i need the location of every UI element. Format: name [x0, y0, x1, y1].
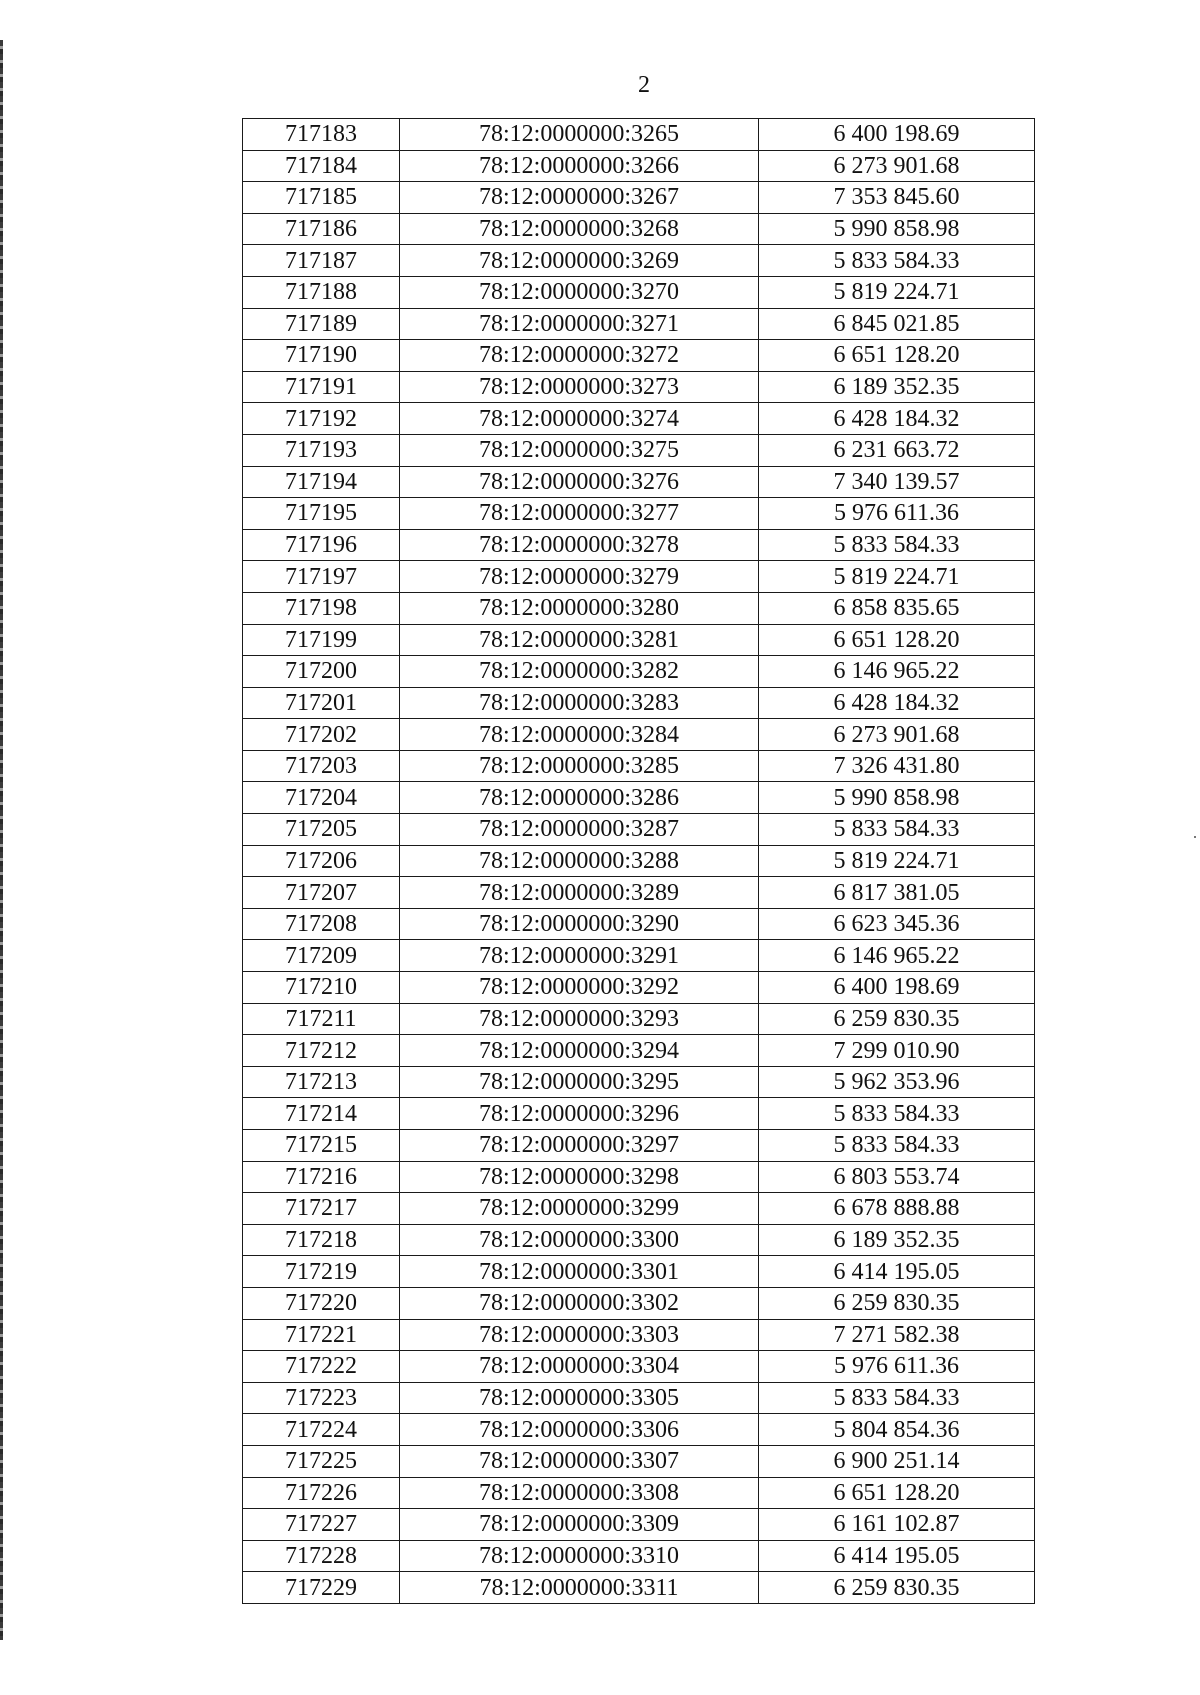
row-id-cell: 717216	[243, 1161, 400, 1193]
cadastral-number-cell: 78:12:0000000:3291	[400, 940, 759, 972]
row-id-cell: 717204	[243, 782, 400, 814]
cadastral-number-cell: 78:12:0000000:3295	[400, 1066, 759, 1098]
cadastral-number-cell: 78:12:0000000:3271	[400, 308, 759, 340]
cadastral-number-cell: 78:12:0000000:3292	[400, 972, 759, 1004]
table-row	[243, 1193, 1035, 1225]
row-id-cell: 717219	[243, 1256, 400, 1288]
cadastral-number-cell: 78:12:0000000:3284	[400, 719, 759, 751]
row-id-cell: 717226	[243, 1477, 400, 1509]
value-cell: 5 976 611.36	[759, 498, 1035, 530]
value-cell: 6 414 195.05	[759, 1540, 1035, 1572]
cadastral-number-cell: 78:12:0000000:3279	[400, 561, 759, 593]
table-row	[243, 1035, 1035, 1067]
row-id-cell: 717209	[243, 940, 400, 972]
cadastral-number-cell: 78:12:0000000:3302	[400, 1287, 759, 1319]
cadastral-number-cell: 78:12:0000000:3296	[400, 1098, 759, 1130]
table-row	[243, 1414, 1035, 1446]
value-cell: 5 990 858.98	[759, 782, 1035, 814]
value-cell: 5 990 858.98	[759, 213, 1035, 245]
table-row	[243, 340, 1035, 372]
row-id-cell: 717222	[243, 1351, 400, 1383]
table-row	[243, 434, 1035, 466]
page-number: 2	[638, 72, 650, 98]
row-id-cell: 717228	[243, 1540, 400, 1572]
table-row	[243, 1351, 1035, 1383]
row-id-cell: 717186	[243, 213, 400, 245]
table-row	[243, 561, 1035, 593]
table-row	[243, 1130, 1035, 1162]
value-cell: 5 804 854.36	[759, 1414, 1035, 1446]
table-row	[243, 1224, 1035, 1256]
table-row	[243, 1161, 1035, 1193]
cadastral-number-cell: 78:12:0000000:3270	[400, 276, 759, 308]
value-cell: 6 259 830.35	[759, 1003, 1035, 1035]
cadastral-number-cell: 78:12:0000000:3277	[400, 498, 759, 530]
table-row	[243, 182, 1035, 214]
value-cell: 6 428 184.32	[759, 687, 1035, 719]
value-cell: 6 161 102.87	[759, 1509, 1035, 1541]
row-id-cell: 717214	[243, 1098, 400, 1130]
table-row	[243, 308, 1035, 340]
cadastral-number-cell: 78:12:0000000:3285	[400, 750, 759, 782]
cadastral-number-cell: 78:12:0000000:3281	[400, 624, 759, 656]
cadastral-number-cell: 78:12:0000000:3306	[400, 1414, 759, 1446]
row-id-cell: 717193	[243, 434, 400, 466]
cadastral-number-cell: 78:12:0000000:3265	[400, 119, 759, 151]
table-row	[243, 371, 1035, 403]
cadastral-number-cell: 78:12:0000000:3269	[400, 245, 759, 277]
value-cell: 6 273 901.68	[759, 150, 1035, 182]
table-row	[243, 1382, 1035, 1414]
row-id-cell: 717215	[243, 1130, 400, 1162]
cadastral-number-cell: 78:12:0000000:3309	[400, 1509, 759, 1541]
row-id-cell: 717197	[243, 561, 400, 593]
table-row	[243, 814, 1035, 846]
cadastral-number-cell: 78:12:0000000:3297	[400, 1130, 759, 1162]
table-body	[243, 119, 1035, 1604]
row-id-cell: 717220	[243, 1287, 400, 1319]
cadastral-number-cell: 78:12:0000000:3274	[400, 403, 759, 435]
cadastral-number-cell: 78:12:0000000:3286	[400, 782, 759, 814]
row-id-cell: 717199	[243, 624, 400, 656]
cadastral-number-cell: 78:12:0000000:3268	[400, 213, 759, 245]
table-row	[243, 845, 1035, 877]
table-row	[243, 1445, 1035, 1477]
row-id-cell: 717201	[243, 687, 400, 719]
table-row	[243, 498, 1035, 530]
value-cell: 6 146 965.22	[759, 940, 1035, 972]
row-id-cell: 717203	[243, 750, 400, 782]
scan-speck	[1194, 836, 1196, 838]
table-row	[243, 592, 1035, 624]
row-id-cell: 717227	[243, 1509, 400, 1541]
table-row	[243, 1287, 1035, 1319]
cadastral-number-cell: 78:12:0000000:3287	[400, 814, 759, 846]
row-id-cell: 717190	[243, 340, 400, 372]
value-cell: 7 271 582.38	[759, 1319, 1035, 1351]
value-cell: 6 428 184.32	[759, 403, 1035, 435]
value-cell: 6 817 381.05	[759, 877, 1035, 909]
cadastral-number-cell: 78:12:0000000:3294	[400, 1035, 759, 1067]
table-row	[243, 719, 1035, 751]
value-cell: 6 900 251.14	[759, 1445, 1035, 1477]
cadastral-number-cell: 78:12:0000000:3280	[400, 592, 759, 624]
table-row	[243, 782, 1035, 814]
table-row	[243, 403, 1035, 435]
row-id-cell: 717207	[243, 877, 400, 909]
table-row	[243, 150, 1035, 182]
cadastral-number-cell: 78:12:0000000:3278	[400, 529, 759, 561]
table-row	[243, 940, 1035, 972]
table-row	[243, 1256, 1035, 1288]
value-cell: 5 819 224.71	[759, 561, 1035, 593]
cadastral-number-cell: 78:12:0000000:3301	[400, 1256, 759, 1288]
value-cell: 7 353 845.60	[759, 182, 1035, 214]
value-cell: 6 400 198.69	[759, 119, 1035, 151]
value-cell: 6 623 345.36	[759, 908, 1035, 940]
value-cell: 6 845 021.85	[759, 308, 1035, 340]
table-row	[243, 908, 1035, 940]
table-row	[243, 750, 1035, 782]
value-cell: 6 400 198.69	[759, 972, 1035, 1004]
row-id-cell: 717202	[243, 719, 400, 751]
row-id-cell: 717184	[243, 150, 400, 182]
row-id-cell: 717192	[243, 403, 400, 435]
table-row	[243, 119, 1035, 151]
row-id-cell: 717229	[243, 1572, 400, 1604]
row-id-cell: 717206	[243, 845, 400, 877]
table-row	[243, 466, 1035, 498]
cadastral-number-cell: 78:12:0000000:3300	[400, 1224, 759, 1256]
row-id-cell: 717195	[243, 498, 400, 530]
cadastral-number-cell: 78:12:0000000:3307	[400, 1445, 759, 1477]
value-cell: 6 803 553.74	[759, 1161, 1035, 1193]
row-id-cell: 717205	[243, 814, 400, 846]
row-id-cell: 717217	[243, 1193, 400, 1225]
table-row	[243, 1540, 1035, 1572]
value-cell: 6 146 965.22	[759, 656, 1035, 688]
cadastral-number-cell: 78:12:0000000:3282	[400, 656, 759, 688]
value-cell: 5 833 584.33	[759, 1382, 1035, 1414]
value-cell: 5 833 584.33	[759, 529, 1035, 561]
value-cell: 6 678 888.88	[759, 1193, 1035, 1225]
cadastral-number-cell: 78:12:0000000:3288	[400, 845, 759, 877]
table-row	[243, 1003, 1035, 1035]
cadastral-number-cell: 78:12:0000000:3272	[400, 340, 759, 372]
value-cell: 6 651 128.20	[759, 340, 1035, 372]
table-row	[243, 1572, 1035, 1604]
row-id-cell: 717211	[243, 1003, 400, 1035]
registry-table	[242, 118, 1035, 1604]
value-cell: 5 833 584.33	[759, 1130, 1035, 1162]
value-cell: 5 976 611.36	[759, 1351, 1035, 1383]
row-id-cell: 717224	[243, 1414, 400, 1446]
cadastral-number-cell: 78:12:0000000:3293	[400, 1003, 759, 1035]
value-cell: 5 819 224.71	[759, 845, 1035, 877]
table-row	[243, 1319, 1035, 1351]
row-id-cell: 717218	[243, 1224, 400, 1256]
row-id-cell: 717221	[243, 1319, 400, 1351]
value-cell: 7 340 139.57	[759, 466, 1035, 498]
row-id-cell: 717191	[243, 371, 400, 403]
table-row	[243, 1066, 1035, 1098]
value-cell: 5 833 584.33	[759, 1098, 1035, 1130]
table-row	[243, 624, 1035, 656]
value-cell: 5 833 584.33	[759, 814, 1035, 846]
row-id-cell: 717196	[243, 529, 400, 561]
value-cell: 5 962 353.96	[759, 1066, 1035, 1098]
table-row	[243, 529, 1035, 561]
value-cell: 6 273 901.68	[759, 719, 1035, 751]
cadastral-number-cell: 78:12:0000000:3308	[400, 1477, 759, 1509]
cadastral-number-cell: 78:12:0000000:3305	[400, 1382, 759, 1414]
row-id-cell: 717213	[243, 1066, 400, 1098]
row-id-cell: 717200	[243, 656, 400, 688]
value-cell: 6 259 830.35	[759, 1287, 1035, 1319]
scan-edge-artifact	[0, 40, 3, 1640]
table-row	[243, 213, 1035, 245]
table-row	[243, 1509, 1035, 1541]
value-cell: 6 189 352.35	[759, 1224, 1035, 1256]
cadastral-number-cell: 78:12:0000000:3290	[400, 908, 759, 940]
row-id-cell: 717225	[243, 1445, 400, 1477]
value-cell: 6 651 128.20	[759, 1477, 1035, 1509]
table-row	[243, 1477, 1035, 1509]
cadastral-number-cell: 78:12:0000000:3266	[400, 150, 759, 182]
row-id-cell: 717210	[243, 972, 400, 1004]
value-cell: 6 651 128.20	[759, 624, 1035, 656]
value-cell: 6 189 352.35	[759, 371, 1035, 403]
value-cell: 6 414 195.05	[759, 1256, 1035, 1288]
cadastral-number-cell: 78:12:0000000:3298	[400, 1161, 759, 1193]
row-id-cell: 717212	[243, 1035, 400, 1067]
cadastral-number-cell: 78:12:0000000:3283	[400, 687, 759, 719]
row-id-cell: 717198	[243, 592, 400, 624]
value-cell: 5 833 584.33	[759, 245, 1035, 277]
value-cell: 6 858 835.65	[759, 592, 1035, 624]
cadastral-number-cell: 78:12:0000000:3304	[400, 1351, 759, 1383]
cadastral-number-cell: 78:12:0000000:3273	[400, 371, 759, 403]
value-cell: 7 326 431.80	[759, 750, 1035, 782]
cadastral-number-cell: 78:12:0000000:3275	[400, 434, 759, 466]
value-cell: 7 299 010.90	[759, 1035, 1035, 1067]
cadastral-number-cell: 78:12:0000000:3276	[400, 466, 759, 498]
table-row	[243, 687, 1035, 719]
table-row	[243, 877, 1035, 909]
row-id-cell: 717194	[243, 466, 400, 498]
row-id-cell: 717185	[243, 182, 400, 214]
row-id-cell: 717187	[243, 245, 400, 277]
cadastral-number-cell: 78:12:0000000:3299	[400, 1193, 759, 1225]
row-id-cell: 717188	[243, 276, 400, 308]
row-id-cell: 717183	[243, 119, 400, 151]
row-id-cell: 717223	[243, 1382, 400, 1414]
cadastral-number-cell: 78:12:0000000:3310	[400, 1540, 759, 1572]
table-row	[243, 972, 1035, 1004]
table-row	[243, 656, 1035, 688]
cadastral-number-cell: 78:12:0000000:3303	[400, 1319, 759, 1351]
row-id-cell: 717189	[243, 308, 400, 340]
table-row	[243, 1098, 1035, 1130]
value-cell: 6 231 663.72	[759, 434, 1035, 466]
cadastral-number-cell: 78:12:0000000:3289	[400, 877, 759, 909]
table-row	[243, 276, 1035, 308]
cadastral-number-cell: 78:12:0000000:3267	[400, 182, 759, 214]
value-cell: 6 259 830.35	[759, 1572, 1035, 1604]
row-id-cell: 717208	[243, 908, 400, 940]
value-cell: 5 819 224.71	[759, 276, 1035, 308]
table-row	[243, 245, 1035, 277]
cadastral-number-cell: 78:12:0000000:3311	[400, 1572, 759, 1604]
